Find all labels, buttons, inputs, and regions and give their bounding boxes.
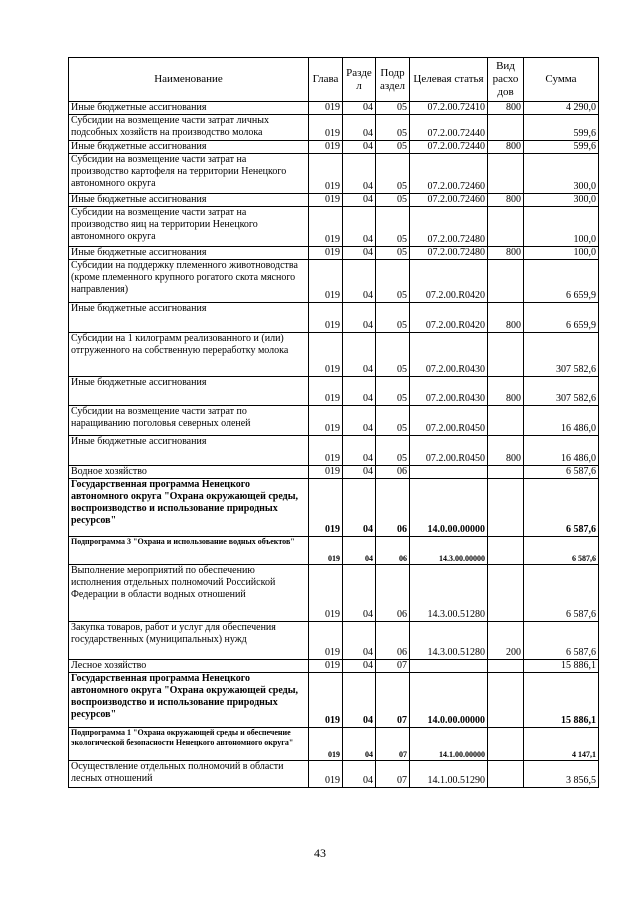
chapter-cell: 019 bbox=[309, 207, 343, 247]
section-cell: 04 bbox=[343, 728, 376, 761]
subsection-cell: 07 bbox=[376, 728, 410, 761]
subsection-cell: 05 bbox=[376, 102, 410, 115]
row-name: Иные бюджетные ассигнования bbox=[69, 141, 309, 154]
row-name: Государственная программа Ненецкого автономного округа "Охрана окружающей среды, воспроизводство и использование природных ресурсов" bbox=[69, 479, 309, 537]
subsection-cell: 05 bbox=[376, 115, 410, 141]
chapter-cell: 019 bbox=[309, 565, 343, 622]
chapter-cell: 019 bbox=[309, 247, 343, 260]
table-header-row bbox=[69, 58, 599, 102]
amount-cell: 4 290,0 bbox=[524, 102, 599, 115]
subsection-cell: 05 bbox=[376, 303, 410, 333]
chapter-cell: 019 bbox=[309, 260, 343, 303]
target-article-cell bbox=[410, 466, 488, 479]
chapter-cell: 019 bbox=[309, 194, 343, 207]
row-name: Иные бюджетные ассигнования bbox=[69, 377, 309, 406]
header-chapter: Глава bbox=[309, 58, 343, 102]
chapter-cell: 019 bbox=[309, 622, 343, 660]
amount-cell: 6 587,6 bbox=[524, 466, 599, 479]
table-row bbox=[69, 154, 599, 194]
subsection-cell: 05 bbox=[376, 154, 410, 194]
amount-cell: 6 587,6 bbox=[524, 622, 599, 660]
row-name: Лесное хозяйство bbox=[69, 660, 309, 673]
amount-cell: 307 582,6 bbox=[524, 377, 599, 406]
section-cell: 04 bbox=[343, 260, 376, 303]
row-name: Субсидии на 1 килограмм реализованного и (или) отгруженного на собственную переработку молока bbox=[69, 333, 309, 377]
target-article-cell: 07.2.00.72480 bbox=[410, 247, 488, 260]
target-article-cell: 14.1.00.00000 bbox=[410, 728, 488, 761]
section-cell: 04 bbox=[343, 303, 376, 333]
chapter-cell: 019 bbox=[309, 141, 343, 154]
expense-type-cell: 800 bbox=[488, 303, 524, 333]
table-row bbox=[69, 102, 599, 115]
row-name: Водное хозяйство bbox=[69, 466, 309, 479]
expense-type-cell bbox=[488, 660, 524, 673]
amount-cell: 300,0 bbox=[524, 194, 599, 207]
subsection-cell: 05 bbox=[376, 333, 410, 377]
subsection-cell: 05 bbox=[376, 141, 410, 154]
expense-type-cell: 800 bbox=[488, 141, 524, 154]
table-row bbox=[69, 479, 599, 537]
row-name: Подпрограмма 3 "Охрана и использование водных объектов" bbox=[69, 537, 309, 565]
target-article-cell: 14.3.00.00000 bbox=[410, 537, 488, 565]
section-cell: 04 bbox=[343, 247, 376, 260]
amount-cell: 6 587,6 bbox=[524, 565, 599, 622]
subsection-cell: 05 bbox=[376, 436, 410, 466]
row-name: Субсидии на возмещение части затрат на производство картофеля на территории Ненецкого автономного округа bbox=[69, 154, 309, 194]
expense-type-cell bbox=[488, 260, 524, 303]
subsection-cell: 05 bbox=[376, 377, 410, 406]
section-cell: 04 bbox=[343, 207, 376, 247]
chapter-cell: 019 bbox=[309, 537, 343, 565]
target-article-cell: 14.1.00.51290 bbox=[410, 761, 488, 788]
chapter-cell: 019 bbox=[309, 466, 343, 479]
expense-type-cell bbox=[488, 565, 524, 622]
target-article-cell: 14.0.00.00000 bbox=[410, 479, 488, 537]
header-target-article: Целевая статья bbox=[410, 58, 488, 102]
table-row bbox=[69, 728, 599, 761]
table-body bbox=[69, 102, 599, 788]
amount-cell: 15 886,1 bbox=[524, 673, 599, 728]
chapter-cell: 019 bbox=[309, 333, 343, 377]
expense-type-cell bbox=[488, 406, 524, 436]
expense-type-cell bbox=[488, 333, 524, 377]
row-name: Субсидии на возмещение части затрат по наращиванию поголовья северных оленей bbox=[69, 406, 309, 436]
amount-cell: 15 886,1 bbox=[524, 660, 599, 673]
table-row bbox=[69, 377, 599, 406]
section-cell: 04 bbox=[343, 622, 376, 660]
subsection-cell: 06 bbox=[376, 537, 410, 565]
target-article-cell: 07.2.00.72410 bbox=[410, 102, 488, 115]
table-row bbox=[69, 537, 599, 565]
chapter-cell: 019 bbox=[309, 436, 343, 466]
amount-cell: 4 147,1 bbox=[524, 728, 599, 761]
amount-cell: 307 582,6 bbox=[524, 333, 599, 377]
section-cell: 04 bbox=[343, 761, 376, 788]
chapter-cell: 019 bbox=[309, 479, 343, 537]
subsection-cell: 06 bbox=[376, 466, 410, 479]
amount-cell: 6 659,9 bbox=[524, 260, 599, 303]
table-row bbox=[69, 303, 599, 333]
section-cell: 04 bbox=[343, 377, 376, 406]
subsection-cell: 06 bbox=[376, 565, 410, 622]
budget-table bbox=[68, 57, 599, 788]
page-number: 43 bbox=[314, 846, 326, 860]
table-row bbox=[69, 406, 599, 436]
subsection-cell: 05 bbox=[376, 247, 410, 260]
expense-type-cell: 200 bbox=[488, 622, 524, 660]
expense-type-cell bbox=[488, 207, 524, 247]
amount-cell: 16 486,0 bbox=[524, 436, 599, 466]
table-row bbox=[69, 194, 599, 207]
section-cell: 04 bbox=[343, 673, 376, 728]
row-name: Иные бюджетные ассигнования bbox=[69, 436, 309, 466]
header-amount: Сумма bbox=[524, 58, 599, 102]
table-row bbox=[69, 660, 599, 673]
expense-type-cell bbox=[488, 115, 524, 141]
section-cell: 04 bbox=[343, 333, 376, 377]
target-article-cell: 07.2.00.R0450 bbox=[410, 436, 488, 466]
target-article-cell: 07.2.00.R0450 bbox=[410, 406, 488, 436]
header-subsection: Подр аздел bbox=[376, 58, 410, 102]
section-cell: 04 bbox=[343, 194, 376, 207]
expense-type-cell bbox=[488, 466, 524, 479]
table-row bbox=[69, 622, 599, 660]
section-cell: 04 bbox=[343, 466, 376, 479]
section-cell: 04 bbox=[343, 154, 376, 194]
section-cell: 04 bbox=[343, 141, 376, 154]
subsection-cell: 07 bbox=[376, 660, 410, 673]
expense-type-cell bbox=[488, 761, 524, 788]
expense-type-cell: 800 bbox=[488, 102, 524, 115]
target-article-cell: 14.0.00.00000 bbox=[410, 673, 488, 728]
row-name: Закупка товаров, работ и услуг для обеспечения государственных (муниципальных) нужд bbox=[69, 622, 309, 660]
table-row bbox=[69, 466, 599, 479]
chapter-cell: 019 bbox=[309, 154, 343, 194]
row-name: Подпрограмма 1 "Охрана окружающей среды и обеспечение экологической безопасности Ненецкого автономного округа" bbox=[69, 728, 309, 761]
expense-type-cell: 800 bbox=[488, 377, 524, 406]
row-name: Иные бюджетные ассигнования bbox=[69, 102, 309, 115]
chapter-cell: 019 bbox=[309, 377, 343, 406]
chapter-cell: 019 bbox=[309, 761, 343, 788]
expense-type-cell bbox=[488, 479, 524, 537]
table-row bbox=[69, 207, 599, 247]
row-name: Субсидии на поддержку племенного животноводства (кроме племенного крупного рогатого скота мясного направления) bbox=[69, 260, 309, 303]
row-name: Иные бюджетные ассигнования bbox=[69, 303, 309, 333]
section-cell: 04 bbox=[343, 102, 376, 115]
target-article-cell: 07.2.00.72460 bbox=[410, 194, 488, 207]
row-name: Субсидии на возмещение части затрат личных подсобных хозяйств на производство молока bbox=[69, 115, 309, 141]
expense-type-cell bbox=[488, 673, 524, 728]
amount-cell: 16 486,0 bbox=[524, 406, 599, 436]
table-row bbox=[69, 141, 599, 154]
header-name: Наименование bbox=[69, 58, 309, 102]
amount-cell: 3 856,5 bbox=[524, 761, 599, 788]
target-article-cell: 07.2.00.72480 bbox=[410, 207, 488, 247]
table-row bbox=[69, 115, 599, 141]
subsection-cell: 05 bbox=[376, 260, 410, 303]
amount-cell: 100,0 bbox=[524, 247, 599, 260]
chapter-cell: 019 bbox=[309, 303, 343, 333]
target-article-cell: 07.2.00.R0420 bbox=[410, 303, 488, 333]
target-article-cell: 07.2.00.72460 bbox=[410, 154, 488, 194]
amount-cell: 300,0 bbox=[524, 154, 599, 194]
expense-type-cell: 800 bbox=[488, 247, 524, 260]
target-article-cell: 07.2.00.72440 bbox=[410, 141, 488, 154]
subsection-cell: 06 bbox=[376, 622, 410, 660]
subsection-cell: 05 bbox=[376, 207, 410, 247]
amount-cell: 6 659,9 bbox=[524, 303, 599, 333]
table-row bbox=[69, 761, 599, 788]
expense-type-cell bbox=[488, 537, 524, 565]
row-name: Субсидии на возмещение части затрат на производство яиц на территории Ненецкого автономного округа bbox=[69, 207, 309, 247]
target-article-cell: 07.2.00.R0430 bbox=[410, 377, 488, 406]
section-cell: 04 bbox=[343, 115, 376, 141]
section-cell: 04 bbox=[343, 406, 376, 436]
subsection-cell: 06 bbox=[376, 479, 410, 537]
table-row bbox=[69, 333, 599, 377]
target-article-cell: 07.2.00.72440 bbox=[410, 115, 488, 141]
table-row bbox=[69, 436, 599, 466]
chapter-cell: 019 bbox=[309, 660, 343, 673]
table-row bbox=[69, 247, 599, 260]
subsection-cell: 05 bbox=[376, 194, 410, 207]
section-cell: 04 bbox=[343, 537, 376, 565]
expense-type-cell bbox=[488, 728, 524, 761]
target-article-cell: 14.3.00.51280 bbox=[410, 565, 488, 622]
expense-type-cell: 800 bbox=[488, 194, 524, 207]
subsection-cell: 07 bbox=[376, 673, 410, 728]
amount-cell: 6 587,6 bbox=[524, 537, 599, 565]
section-cell: 04 bbox=[343, 436, 376, 466]
section-cell: 04 bbox=[343, 479, 376, 537]
row-name: Иные бюджетные ассигнования bbox=[69, 194, 309, 207]
target-article-cell: 07.2.00.R0430 bbox=[410, 333, 488, 377]
amount-cell: 6 587,6 bbox=[524, 479, 599, 537]
section-cell: 04 bbox=[343, 565, 376, 622]
target-article-cell bbox=[410, 660, 488, 673]
subsection-cell: 07 bbox=[376, 761, 410, 788]
subsection-cell: 05 bbox=[376, 406, 410, 436]
expense-type-cell: 800 bbox=[488, 436, 524, 466]
header-section: Разде л bbox=[343, 58, 376, 102]
row-name: Иные бюджетные ассигнования bbox=[69, 247, 309, 260]
amount-cell: 100,0 bbox=[524, 207, 599, 247]
header-expense-type: Вид расхо дов bbox=[488, 58, 524, 102]
table-row bbox=[69, 565, 599, 622]
expense-type-cell bbox=[488, 154, 524, 194]
target-article-cell: 14.3.00.51280 bbox=[410, 622, 488, 660]
amount-cell: 599,6 bbox=[524, 141, 599, 154]
chapter-cell: 019 bbox=[309, 728, 343, 761]
chapter-cell: 019 bbox=[309, 673, 343, 728]
chapter-cell: 019 bbox=[309, 406, 343, 436]
row-name: Осуществление отдельных полномочий в области лесных отношений bbox=[69, 761, 309, 788]
section-cell: 04 bbox=[343, 660, 376, 673]
row-name: Государственная программа Ненецкого автономного округа "Охрана окружающей среды, воспроизводство и использование природных ресурсов" bbox=[69, 673, 309, 728]
table-row bbox=[69, 260, 599, 303]
chapter-cell: 019 bbox=[309, 102, 343, 115]
chapter-cell: 019 bbox=[309, 115, 343, 141]
amount-cell: 599,6 bbox=[524, 115, 599, 141]
row-name: Выполнение мероприятий по обеспечению исполнения отдельных полномочий Российской Федерации в области водных отношений bbox=[69, 565, 309, 622]
table-row bbox=[69, 673, 599, 728]
target-article-cell: 07.2.00.R0420 bbox=[410, 260, 488, 303]
